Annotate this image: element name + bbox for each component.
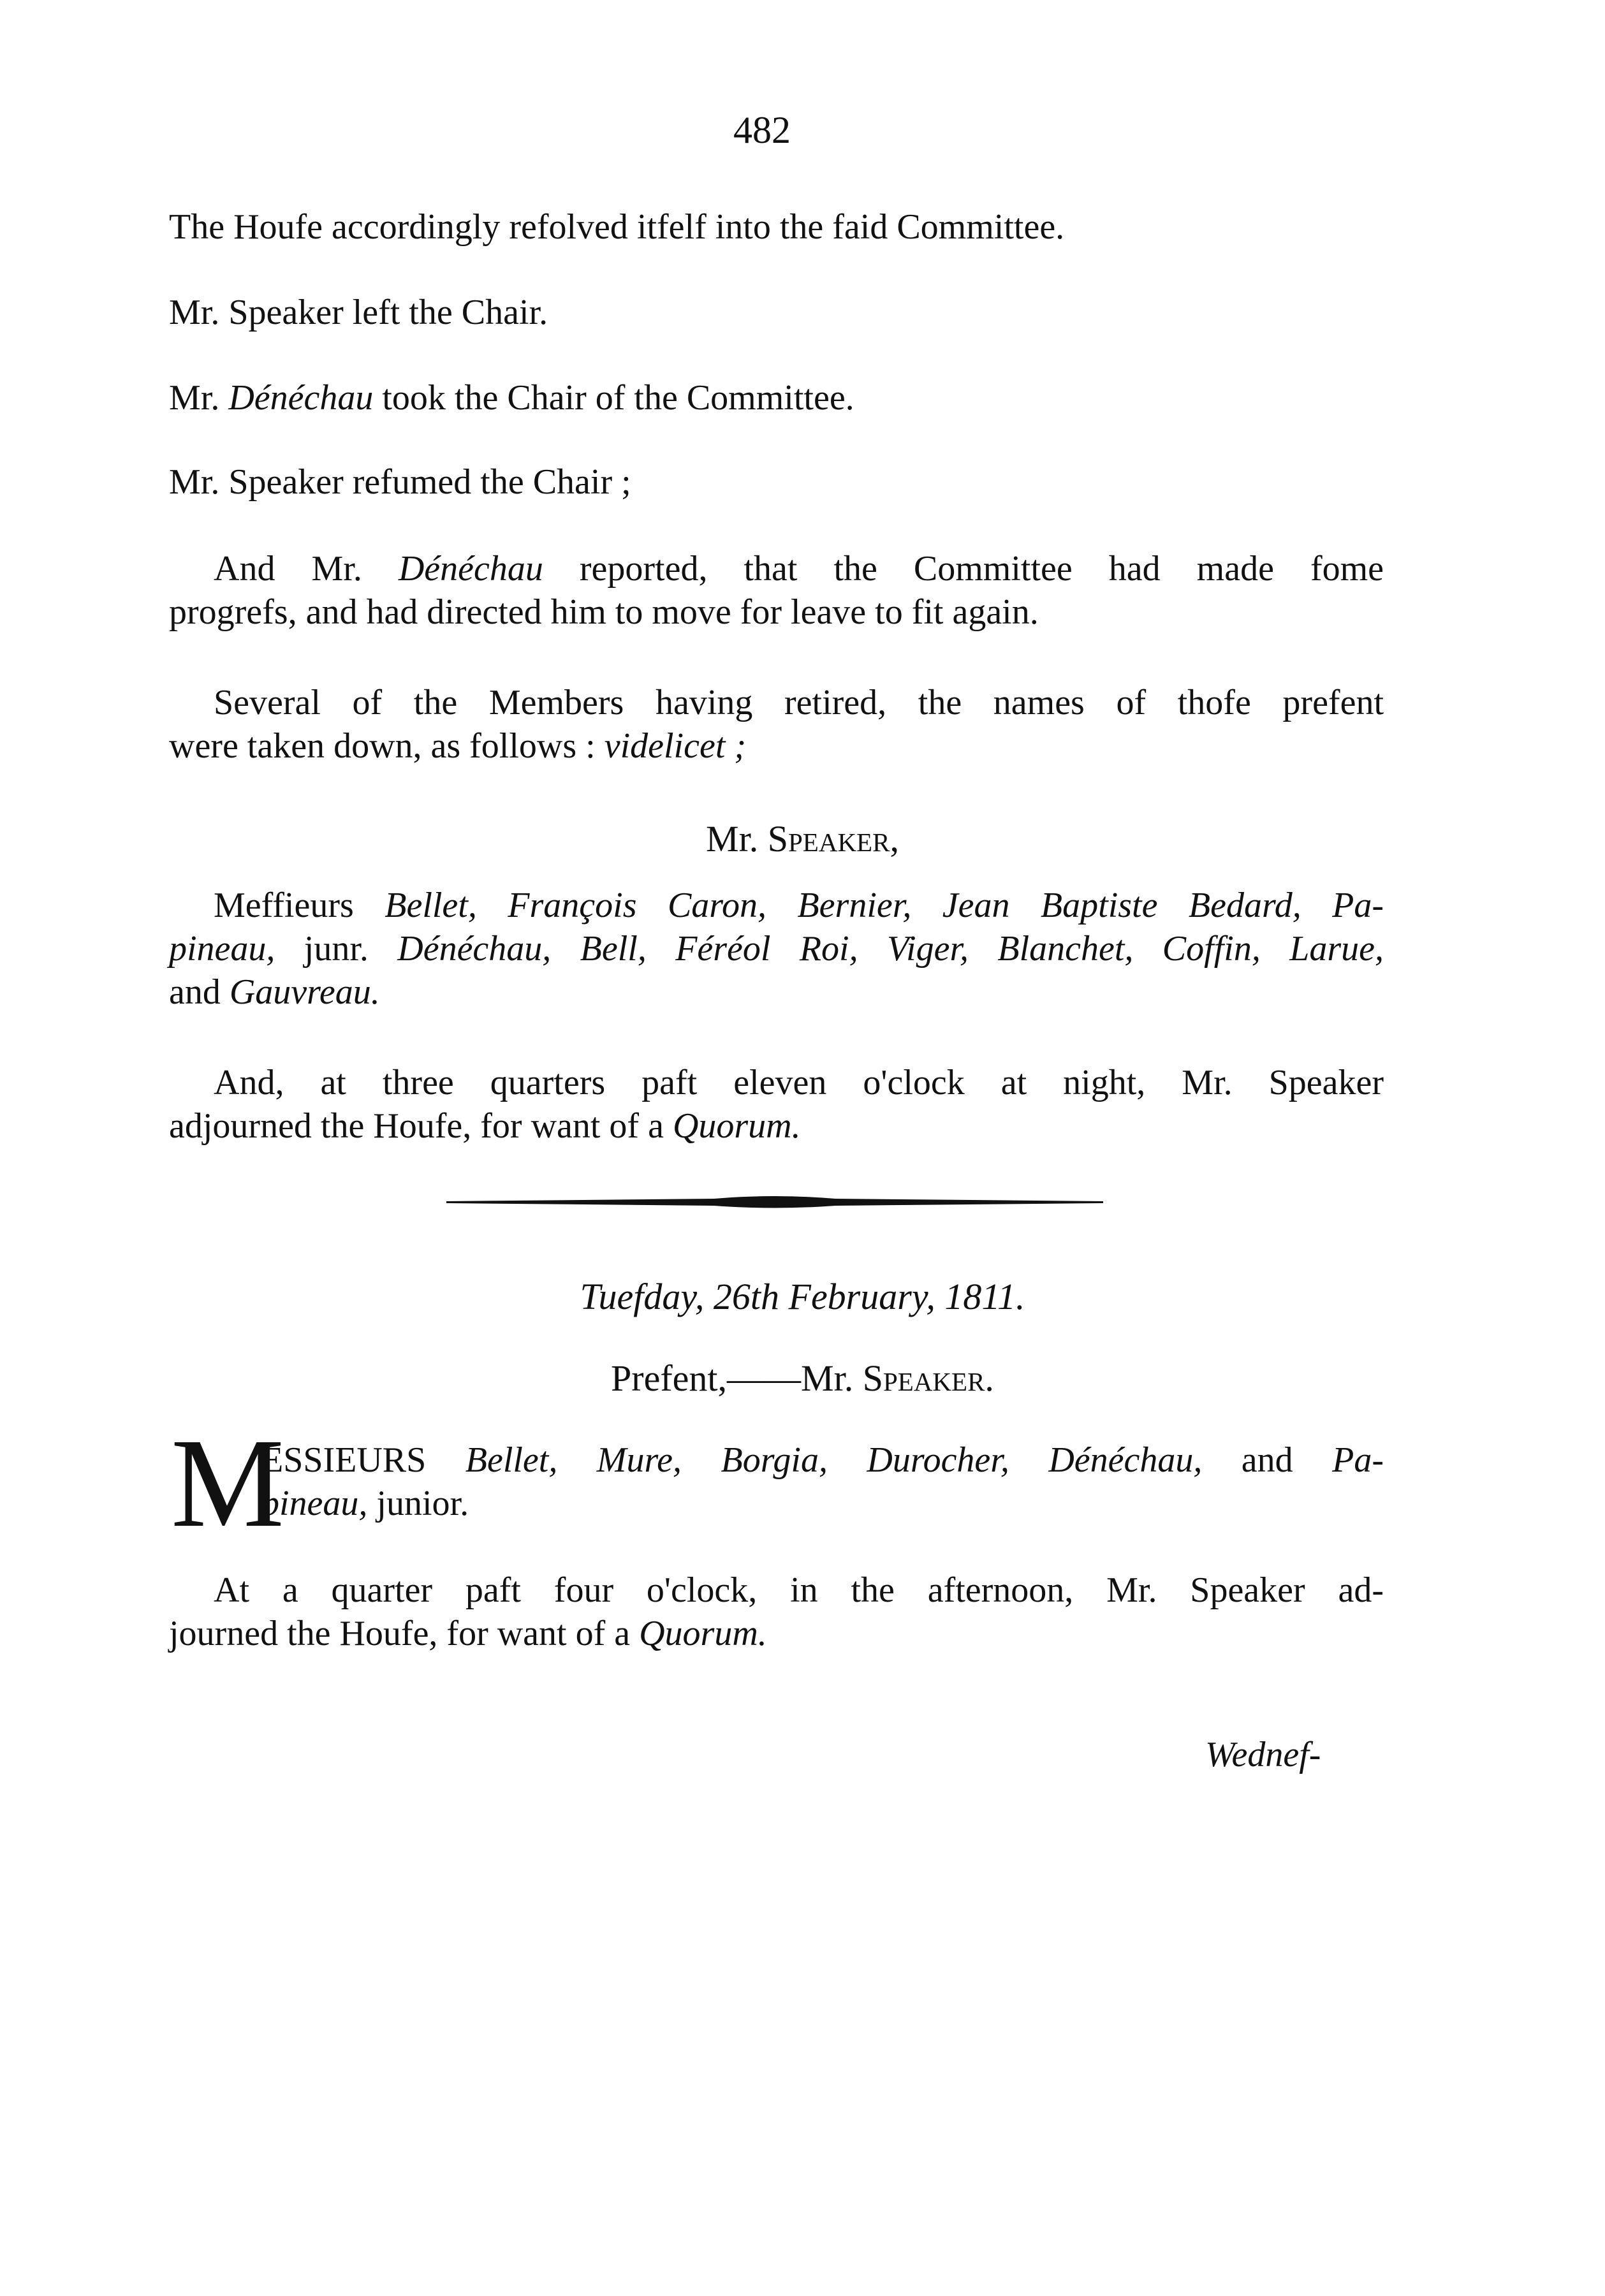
text-line: Mr. Speaker left the Chair. (169, 293, 548, 332)
members-line: pineau, junr. Dénéchau, Bell, Féréol Roi, Viger, Blanchet, Coffin, Larue, (169, 929, 1384, 969)
text-line: And Mr. Dénéchau reported, that the Committee had made fome (214, 549, 1384, 589)
speaker-heading: Mr. Speaker, (706, 818, 899, 859)
catchword: Wednef- (1205, 1735, 1321, 1774)
text-line: At a quarter paft four o'clock, in the afternoon, Mr. Speaker ad- (214, 1570, 1384, 1610)
members-line: and Gauvreau. (169, 972, 380, 1012)
text-line: Mr. Dénéchau took the Chair of the Committee. (169, 378, 854, 418)
members-line: Meffieurs Bellet, François Caron, Bernier, Jean Baptiste Bedard, Pa- (214, 886, 1384, 925)
text-line: And, at three quarters paft eleven o'clock at night, Mr. Speaker (214, 1063, 1384, 1102)
text-line: were taken down, as follows : videlicet ; (169, 726, 747, 766)
text-line: The Houfe accordingly refolved itfelf into the faid Committee. (169, 207, 1065, 247)
present-members-line: pineau, junior. (261, 1484, 469, 1523)
date-heading: Tuefday, 26th February, 1811. (580, 1276, 1025, 1317)
present-members-line: ESSIEURS Bellet, Mure, Borgia, Durocher, Dénéchau, and Pa- (261, 1440, 1384, 1480)
page-number: 482 (733, 109, 791, 151)
text-line: adjourned the Houfe, for want of a Quorum. (169, 1106, 801, 1146)
text-line: progrefs, and had directed him to move for leave to fit again. (169, 592, 1039, 632)
text-line: journed the Houfe, for want of a Quorum. (169, 1614, 767, 1653)
text-line: Several of the Members having retired, the names of thofe prefent (214, 683, 1384, 722)
text-line: Mr. Speaker refumed the Chair ; (169, 462, 631, 502)
present-heading: Prefent,——Mr. Speaker. (611, 1357, 994, 1399)
section-divider (446, 1194, 1103, 1210)
drop-cap: M (171, 1413, 284, 1554)
